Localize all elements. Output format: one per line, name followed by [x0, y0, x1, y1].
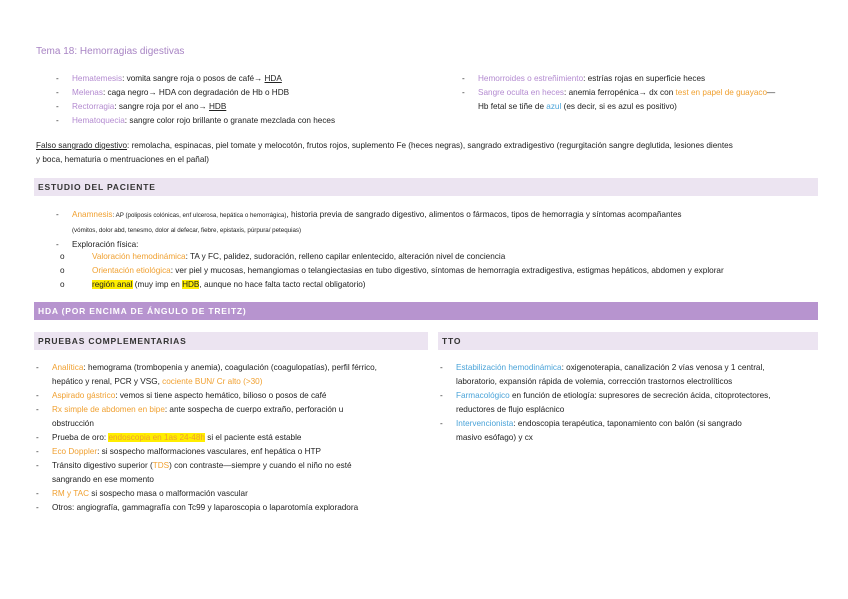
list-item: - Eco Doppler: si sospecho malformaciones vasculares, enf hepática o HTP [36, 445, 377, 459]
list-item: - Sangre oculta en heces: anemia ferropénica→ dx con test en papel de guayaco— [462, 86, 775, 100]
false-bleeding-paragraph: Falso sangrado digestivo: remolacha, espinacas, piel tomate y melocotón, frutos rojos, suplemento Fe (heces negras), sangrado extradigestivo (regurgitación sangre deglutida, lesiones dientes y boca, hematuria o mentruaciones en el pañal) [36, 141, 733, 164]
list-item-continuation: o región anal (muy imp en HDB, aunque no hace falta tacto rectal obligatorio) [56, 278, 724, 292]
page-title: Tema 18: Hemorragias digestivas [36, 46, 185, 57]
list-item: - Farmacológico en función de etiología: supresores de secreción ácida, citoprotectores, [440, 389, 771, 403]
section-header-estudio: ESTUDIO DEL PACIENTE [34, 178, 818, 196]
pruebas-list [36, 361, 377, 515]
list-item: - Anamnesis: AP (poliposis colónicas, enf ulcerosa, hepática o hemorrágica), historia previa de sangrado digestivo, alimentos o fármacos, tipos de hemorragia y síntomas acompañantes [56, 208, 681, 223]
list-item: - Rx simple de abdomen en bipe: ante sospecha de cuerpo extraño, perforación u [36, 403, 377, 417]
exploracion-sublist [56, 250, 724, 292]
list-item: - Otros: angiografía, gammagrafía con Tc99 y laparoscopia o laparotomía exploradora [36, 501, 377, 515]
list-item: - Tránsito digestivo superior (TDS) con contraste—siempre y cuando el niño no esté [36, 459, 377, 473]
list-item-continuation: hepático y renal, PCR y VSG, cociente BUN/ Cr alto (>30) [52, 377, 263, 386]
list-item: - Hematoquecia: sangre color rojo brillante o granate mezclada con heces [56, 114, 335, 128]
list-item: o Orientación etiológica: ver piel y mucosas, hemangiomas o telangiectasias en tubo digestivo, síntomas de hemorragia extradigestiva, estigmas hepáticos, abdomen y explorar [56, 264, 724, 278]
list-item-continuation: laboratorio, expansión rápida de volemia, corrección trastornos electrolíticos [456, 377, 733, 386]
section-header-tto: TTO [438, 332, 818, 350]
section-header-pruebas: PRUEBAS COMPLEMENTARIAS [34, 332, 428, 350]
estudio-list [56, 208, 681, 252]
list-item: - Prueba de oro: endoscopia en 1as 24-48h si el paciente está estable [36, 431, 377, 445]
definitions-list [56, 72, 335, 128]
list-item-continuation: Hb fetal se tiñe de azul (es decir, si es azul es positivo) [478, 102, 677, 111]
list-item: - Intervencionista: endoscopia terapéutica, taponamiento con balón (si sangrado [440, 417, 771, 431]
list-item: - Melenas: caga negro→ HDA con degradación de Hb o HDB [56, 86, 335, 100]
list-item-continuation: masivo esófago) y cx [456, 433, 533, 442]
list-item: - Aspirado gástrico: vemos si tiene aspecto hemático, bilioso o posos de café [36, 389, 377, 403]
list-item: - Hematemesis: vomita sangre roja o posos de café→ HDA [56, 72, 335, 86]
list-item-continuation: sangrando en ese momento [52, 475, 154, 484]
list-item: - Rectorragia: sangre roja por el ano→ HDB [56, 100, 335, 114]
tto-list [440, 361, 771, 445]
list-item-continuation: (vómitos, dolor abd, tenesmo, dolor al defecar, fiebre, epistaxis, púrpura/ petequias) [72, 227, 302, 234]
section-header-hda: HDA (POR ENCIMA DE ÁNGULO DE TREITZ) [34, 302, 818, 320]
list-item-continuation: obstrucción [52, 419, 94, 428]
differential-list [462, 72, 775, 114]
list-item: - Estabilización hemodinámica: oxigenoterapia, canalización 2 vías venosa y 1 central, [440, 361, 771, 375]
list-item: - Exploración física: [56, 238, 681, 252]
list-item: o Valoración hemodinámica: TA y FC, palidez, sudoración, relleno capilar enlentecido, alteración nivel de conciencia [56, 250, 724, 264]
list-item-continuation: reductores de flujo esplácnico [456, 405, 565, 414]
list-item: - Analítica: hemograma (trombopenia y anemia), coagulación (coagulopatías), perfil férrico, [36, 361, 377, 375]
list-item: - RM y TAC si sospecho masa o malformación vascular [36, 487, 377, 501]
list-item: - Hemorroides o estreñimiento: estrías rojas en superficie heces [462, 72, 775, 86]
